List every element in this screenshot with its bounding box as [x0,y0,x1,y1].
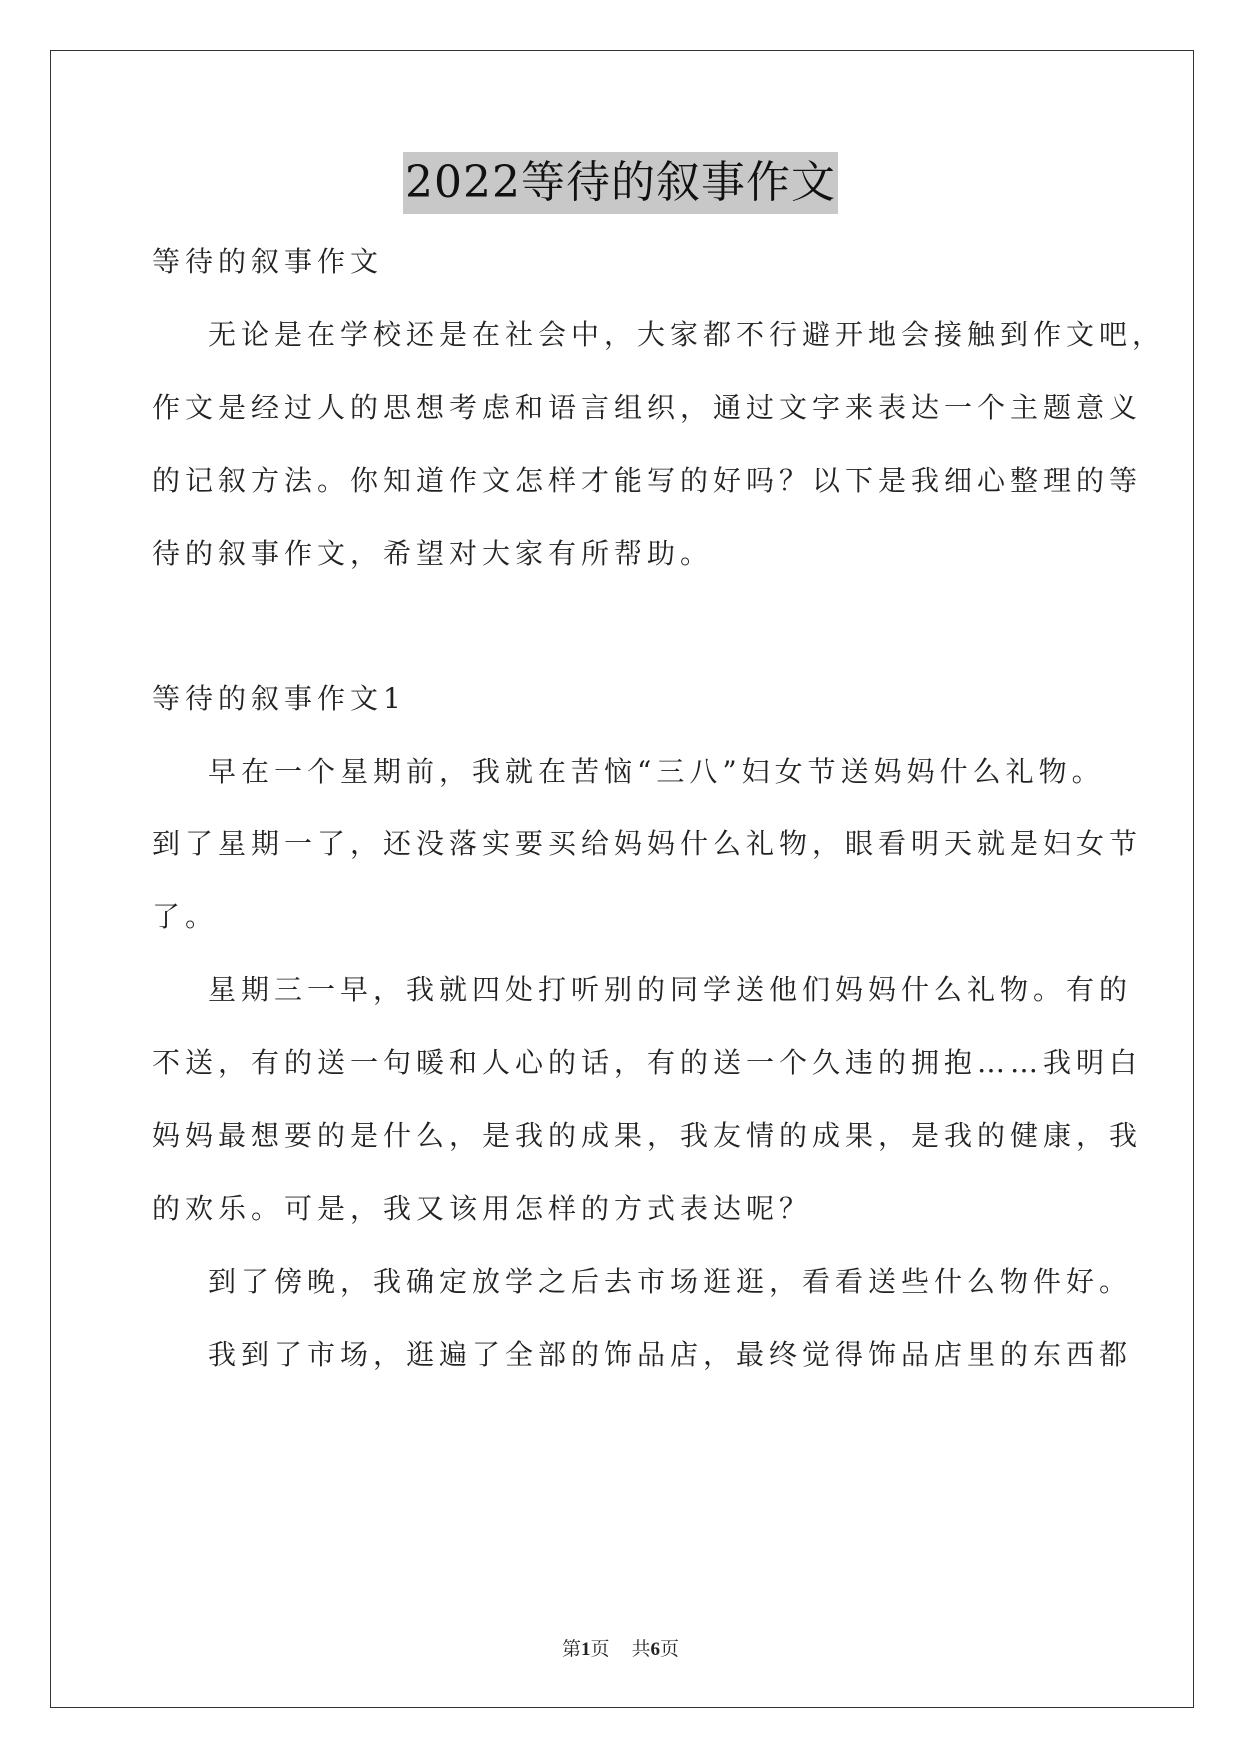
subtitle: 等待的叙事作文 [152,245,384,278]
body-line: 我到了市场，逛遍了全部的饰品店，最终觉得饰品店里的东西都 [208,1338,1133,1371]
page-total: 6 [650,1639,661,1660]
page-suffix: 页 [590,1638,610,1660]
section-heading: 等待的叙事作文1 [152,682,406,715]
body-line: 到了星期一了，还没落实要买给妈妈什么礼物，眼看明天就是妇女节 [152,827,1143,860]
body-line: 的记叙方法。你知道作文怎样才能写的好吗？以下是我细心整理的等 [152,464,1143,497]
body-line: 的欢乐。可是，我又该用怎样的方式表达呢？ [152,1192,813,1225]
page-border [50,50,1194,1708]
body-line: 了。 [152,900,219,933]
body-line: 到了傍晚，我确定放学之后去市场逛逛，看看送些什么物件好。 [208,1265,1133,1298]
body-line: 无论是在学校还是在社会中，大家都不行避开地会接触到作文吧， [208,318,1166,351]
page-footer [0,1634,1241,1661]
body-line: 不送，有的送一句暖和人心的话，有的送一个久违的拥抱……我明白 [152,1046,1143,1079]
body-line: 作文是经过人的思想考虑和语言组织，通过文字来表达一个主题意义 [152,391,1143,424]
total-suffix: 页 [660,1638,680,1660]
title-container [0,152,1241,214]
total-prefix: 共 [631,1638,651,1660]
page-current: 1 [580,1639,591,1660]
page-prefix: 第 [561,1638,581,1660]
body-line: 待的叙事作文，希望对大家有所帮助。 [152,537,714,570]
body-line: 早在一个星期前，我就在苦恼“三八”妇女节送妈妈什么礼物。 [208,755,1105,788]
body-line: 星期三一早，我就四处打听别的同学送他们妈妈什么礼物。有的 [208,973,1133,1006]
body-line: 妈妈最想要的是什么，是我的成果，我友情的成果，是我的健康，我 [152,1119,1143,1152]
document-title: 2022等待的叙事作文 [403,152,838,214]
